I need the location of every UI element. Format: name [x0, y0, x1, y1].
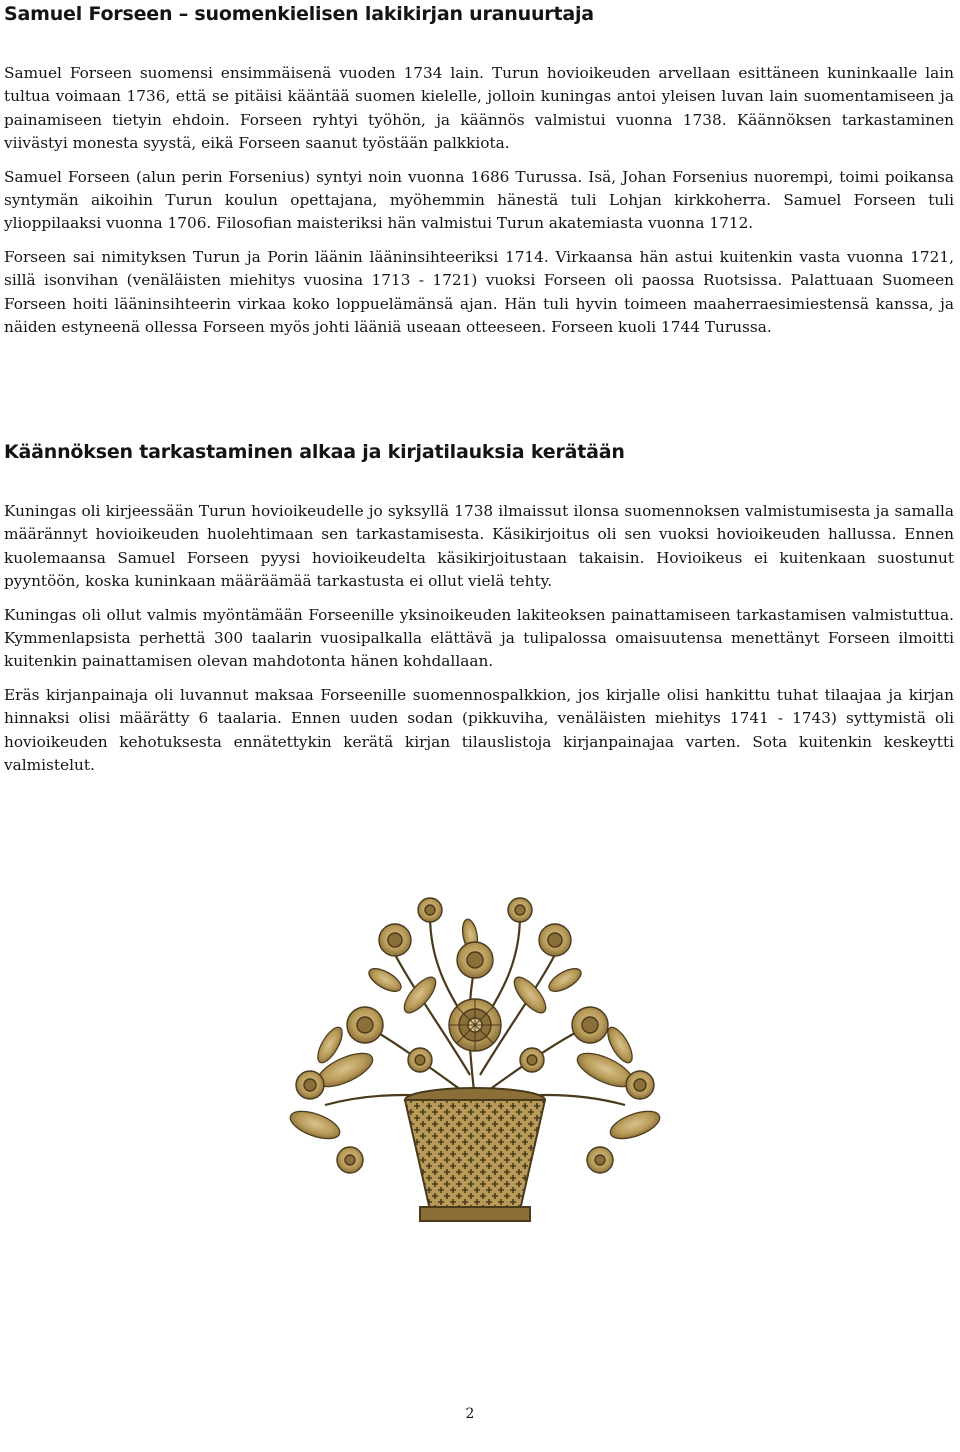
paragraph: Samuel Forseen suomensi ensimmäisenä vuoden 1734 lain. Turun hovioikeuden arvellaan esittäneen kuninkaalle lain tultua voimaan 1736, että se pitäisi kääntää suomen kielelle, jolloin kuningas antoi yleisen luvan lain suomentamiseen ja painamiseen tietyin ehdoin. Forseen ryhtyi työhön, ja käännös valmistui vuonna 1738. Käännöksen tarkastaminen viivästyi monesta syystä, eikä Forseen saanut työstään palkkiota. — [4, 64, 954, 153]
paragraph: Kuningas oli ollut valmis myöntämään Forseenille yksinoikeuden lakiteoksen painattamiseen tarkastamisen valmistuttua. Kymmenlapsista perhettä 300 taalarin vuosipalkalla elättävä ja tulipalossa omaisuutensa menettänyt Forseen ilmoitti kuitenkin painattamisen olevan mahdotonta hänen kohdallaan. — [4, 605, 954, 671]
paragraph: Samuel Forseen (alun perin Forsenius) syntyi noin vuonna 1686 Turussa. Isä, Johan Forsenius nuorempi, toimi poikansa syntymän aikoihin Turun koulun opettajana, myöhemmin hänestä tuli Lohjan kirkkoherra. Samuel Forseen tuli ylioppilaaksi vuonna 1706. Filosofian maisteriksi hän valmistui Turun akatemiasta vuonna 1712. — [4, 167, 954, 233]
section-forseen-biography — [4, 2, 954, 349]
paragraph: Kuningas oli kirjeessään Turun hovioikeudelle jo syksyllä 1738 ilmaissut ilonsa suomennoksen valmistumisesta ja samalla määrännyt hovioikeuden huolehtimaan sen tarkastamisesta. Käsikirjoitus oli sen vuoksi hovioikeuden hallussa. Ennen kuolemaansa Samuel Forseen pyysi hovioikeudelta käsikirjoitustaan takaisin. Hovioikeus ei kuitenkaan suostunut pyyntöön, koska kuninkaan määräämää tarkastusta ei ollut vielä tehty. — [4, 502, 954, 591]
paragraph: Eräs kirjanpainaja oli luvannut maksaa Forseenille suomennospalkkion, jos kirjalle olisi hankittu tuhat tilaajaa ja kirjan hinnaksi olisi määrätty 6 taalaria. Ennen uuden sodan (pikkuviha, venäläisten miehitys 1741 - 1743) syttymistä oli hovioikeuden kehotuksesta ennätettykin kerätä kirjan tilauslistoja kirjanpainajaa varten. Sota kuitenkin keskeytti valmistelut. — [4, 685, 954, 775]
paragraph: Forseen sai nimityksen Turun ja Porin läänin lääninsihteeriksi 1714. Virkaansa hän astui kuitenkin vasta vuonna 1721, sillä isonvihan (venäläisten miehitys vuosina 1713 - 1721) vuoksi Forseen oli paossa Ruotsissa. Palattuaan Suomeen Forseen hoiti lääninsihteerin virkaa koko loppuelämänsä ajan. Hän tuli hyvin toimeen maaherraesimiestensä kanssa, ja näiden estyneenä ollessa Forseen myös johti lääniä useaan otteeseen. Forseen kuoli 1744 Turussa. — [4, 247, 954, 337]
section-heading: Käännöksen tarkastaminen alkaa ja kirjatilauksia kerätään — [4, 441, 625, 463]
section-heading: Samuel Forseen – suomenkielisen lakikirjan uranuurtaja — [4, 3, 594, 25]
section-translation-review — [4, 440, 954, 787]
flower-basket-engraving-icon — [270, 875, 680, 1235]
page-number: 2 — [465, 1406, 475, 1422]
